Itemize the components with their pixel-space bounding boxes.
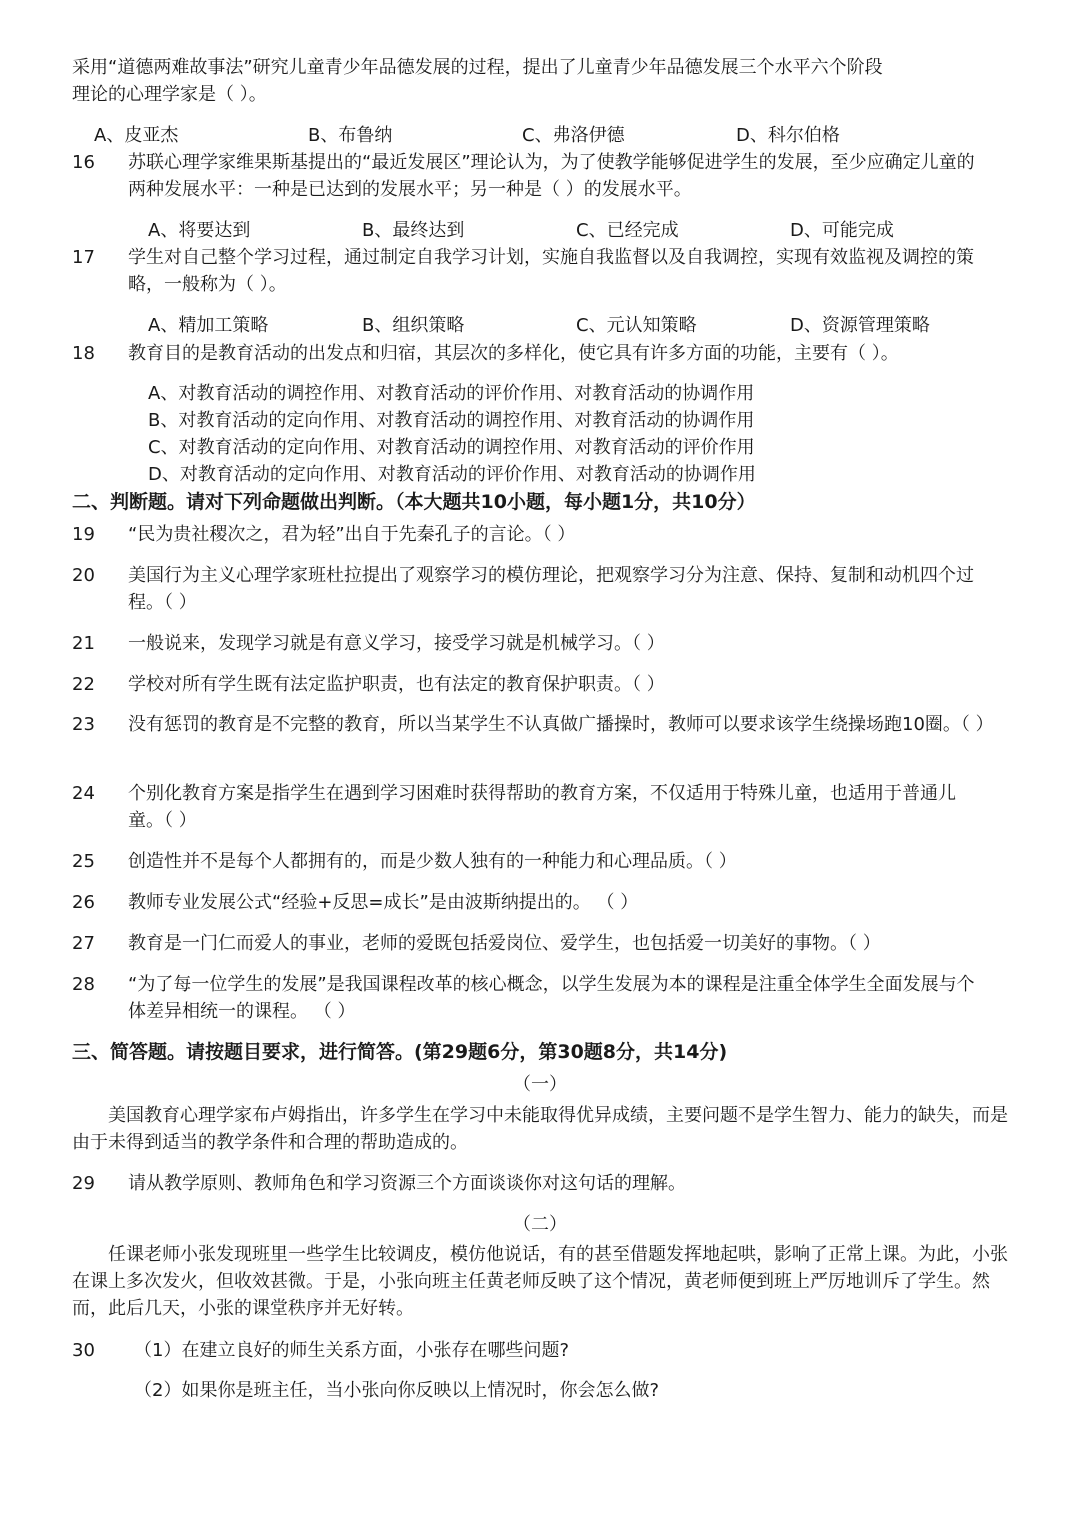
option-c: C、弗洛伊德 bbox=[522, 125, 625, 146]
question-text: 学生对自己整个学习过程，通过制定自我学习计划，实施自我监督以及自我调控，实现有效监视及调控的策略，一般称为（ ）。 bbox=[128, 247, 974, 295]
part-1-paragraph: 美国教育心理学家布卢姆指出，许多学生在学习中未能取得优异成绩，主要问题不是学生智力、能力的缺失，而是由于未得到适当的教学条件和合理的帮助造成的。 bbox=[72, 1105, 1008, 1153]
question-15-line1: 采用“道德两难故事法”研究儿童青少年品德发展的过程，提出了儿童青少年品德发展三个水平六个阶段 bbox=[72, 57, 883, 78]
option-b: B、布鲁纳 bbox=[308, 125, 393, 146]
question-number: 22 bbox=[72, 674, 95, 695]
question-18-options bbox=[148, 380, 1008, 488]
question-16 bbox=[72, 149, 1012, 205]
part-1-heading: （一） bbox=[513, 1074, 567, 1095]
question-30-sub-2: （2）如果你是班主任，当小张向你反映以上情况时，你会怎么做? bbox=[134, 1380, 660, 1401]
question-17 bbox=[72, 244, 1012, 300]
question-text: 教师专业发展公式“经验+反思=成长”是由波斯纳提出的。 （ ） bbox=[128, 892, 639, 913]
question-number: 21 bbox=[72, 633, 95, 654]
option-a: A、对教育活动的调控作用、对教育活动的评价作用、对教育活动的协调作用 bbox=[148, 383, 755, 404]
question-number: 20 bbox=[72, 565, 95, 586]
question-text: 没有惩罚的教育是不完整的教育，所以当某学生不认真做广播操时，教师可以要求该学生绕操场跑10圈。（ ） bbox=[128, 714, 994, 735]
option-d: D、可能完成 bbox=[790, 220, 894, 241]
question-number: 24 bbox=[72, 783, 95, 804]
question-text: 教育是一门仁而爱人的事业，老师的爱既包括爱岗位、爱学生，也包括爱一切美好的事物。（ ） bbox=[128, 933, 881, 954]
option-d: D、资源管理策略 bbox=[790, 315, 930, 336]
question-text: 个别化教育方案是指学生在遇到学习困难时获得帮助的教育方案，不仅适用于特殊儿童，也适用于普通儿童。（ ） bbox=[128, 783, 956, 831]
question-15-line2: 理论的心理学家是（ ）。 bbox=[72, 84, 267, 105]
question-number: 23 bbox=[72, 714, 95, 735]
question-number: 16 bbox=[72, 152, 95, 173]
question-18 bbox=[72, 340, 1012, 368]
option-c: C、已经完成 bbox=[576, 220, 679, 241]
question-number: 27 bbox=[72, 933, 95, 954]
question-text: “民为贵社稷次之，君为轻”出自于先秦孔子的言论。（ ） bbox=[128, 524, 576, 545]
question-16-options bbox=[148, 217, 1008, 244]
question-number: 30 bbox=[72, 1340, 95, 1361]
question-number: 26 bbox=[72, 892, 95, 913]
option-b: B、最终达到 bbox=[362, 220, 465, 241]
option-a: A、将要达到 bbox=[148, 220, 251, 241]
option-c: C、对教育活动的定向作用、对教育活动的调控作用、对教育活动的评价作用 bbox=[148, 437, 755, 458]
question-15 bbox=[72, 54, 1012, 108]
question-text: 苏联心理学家维果斯基提出的“最近发展区”理论认为，为了使教学能够促进学生的发展，至少应确定儿童的两种发展水平：一种是已达到的发展水平；另一种是（ ）的发展水平。 bbox=[128, 152, 975, 200]
question-15-options bbox=[94, 122, 994, 149]
question-number: 18 bbox=[72, 343, 95, 364]
question-number: 25 bbox=[72, 851, 95, 872]
section-3-heading: 三、简答题。请按题目要求，进行简答。(第29题6分，第30题8分，共14分) bbox=[72, 1041, 728, 1063]
section-2-heading: 二、判断题。请对下列命题做出判断。（本大题共10小题，每小题1分，共10分） bbox=[72, 491, 756, 513]
question-text: 一般说来，发现学习就是有意义学习，接受学习就是机械学习。（ ） bbox=[128, 633, 665, 654]
option-a: A、皮亚杰 bbox=[94, 125, 179, 146]
question-text: 学校对所有学生既有法定监护职责，也有法定的教育保护职责。（ ） bbox=[128, 674, 665, 695]
question-number: 17 bbox=[72, 247, 95, 268]
option-a: A、精加工策略 bbox=[148, 315, 269, 336]
question-text: 美国行为主义心理学家班杜拉提出了观察学习的模仿理论，把观察学习分为注意、保持、复制和动机四个过程。（ ） bbox=[128, 565, 974, 613]
question-number: 28 bbox=[72, 974, 95, 995]
option-b: B、组织策略 bbox=[362, 315, 465, 336]
option-c: C、元认知策略 bbox=[576, 315, 697, 336]
part-2-heading: （二） bbox=[513, 1214, 567, 1235]
question-17-options bbox=[148, 312, 1008, 339]
question-text: 请从教学原则、教师角色和学习资源三个方面谈谈你对这句话的理解。 bbox=[128, 1173, 686, 1194]
question-text: 教育目的是教育活动的出发点和归宿，其层次的多样化，使它具有许多方面的功能，主要有（ ）。 bbox=[128, 343, 899, 364]
question-30-sub-1: （1）在建立良好的师生关系方面，小张存在哪些问题? bbox=[134, 1340, 570, 1361]
question-number: 19 bbox=[72, 524, 95, 545]
option-d: D、对教育活动的定向作用、对教育活动的评价作用、对教育活动的协调作用 bbox=[148, 464, 756, 485]
question-number: 29 bbox=[72, 1173, 95, 1194]
question-text: “为了每一位学生的发展”是我国课程改革的核心概念，以学生发展为本的课程是注重全体学生全面发展与个体差异相统一的课程。 （ ） bbox=[128, 974, 975, 1022]
option-d: D、科尔伯格 bbox=[736, 125, 840, 146]
option-b: B、对教育活动的定向作用、对教育活动的调控作用、对教育活动的协调作用 bbox=[148, 410, 755, 431]
part-2-paragraph: 任课老师小张发现班里一些学生比较调皮，模仿他说话，有的甚至借题发挥地起哄，影响了正常上课。为此，小张在课上多次发火，但收效甚微。于是，小张向班主任黄老师反映了这个情况，黄老师便到班上严厉地训斥了学生。然而，此后几天，小张的课堂秩序并无好转。 bbox=[72, 1244, 1008, 1319]
question-text: 创造性并不是每个人都拥有的，而是少数人独有的一种能力和心理品质。（ ） bbox=[128, 851, 737, 872]
